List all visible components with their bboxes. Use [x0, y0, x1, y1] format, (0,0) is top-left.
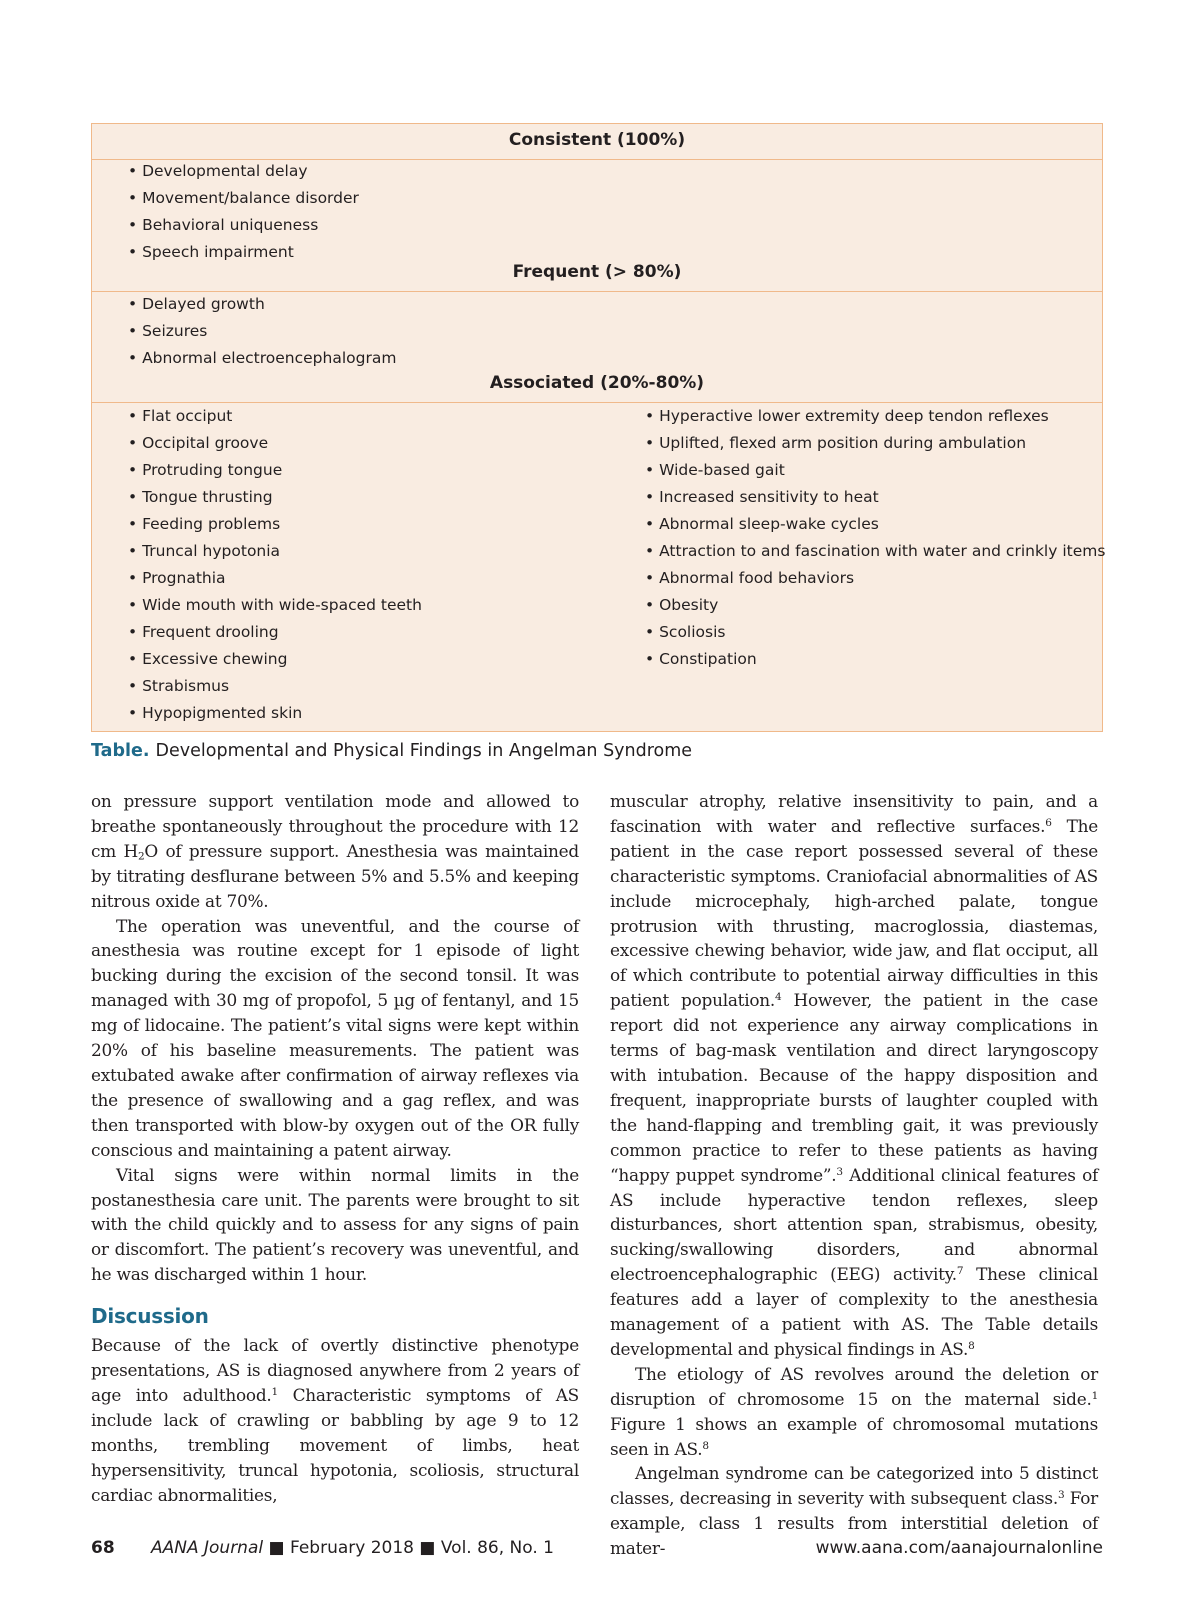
section-heading-associated: Associated (20%-80%) — [489, 373, 705, 393]
page-footer — [91, 1538, 1103, 1564]
table-item: • Protruding tongue — [128, 461, 283, 479]
paragraph: Because of the lack of overtly distinctive phenotype presentations, AS is diagnosed anywhere from 2 years of age into adulthood.$^1$ Characteristic symptoms of AS include lack of crawling or babbling by age 9 to 12 months, trembling movement of limbs, heat hypersensitivity, truncal hypotonia, scoliosis, structural cardiac abnormalities, — [91, 1335, 580, 1505]
paragraph: muscular atrophy, relative insensitivity to pain, and a fascination with water and reflective surfaces.$^6$ The patient in the case report possessed several of these characteristic symptoms. Craniofacial abnormalities of AS include microcephaly, high-arched palate, tongue protrusion with thrusting, macroglossia, diastemas, excessive chewing behavior, wide jaw, and flat occiput, all of which contribute to potential airway difficulties in this patient population.$^4$ However, the patient in the case report did not experience any airway complications in terms of bag-mask ventilation and direct laryngoscopy with intubation. Because of the happy disposition and frequent, inappropriate bursts of laughter coupled with the hand-flapping and trembling gait, it was previously common practice to refer to these patients as having “happy puppet syndrome”.$^3$ Additional clinical features of AS include hyperactive tendon reflexes, sleep disturbances, short attention span, strabismus, obesity, sucking/swallowing disorders, and abnormal electroencephalographic (EEG) activity.$^7$ These clinical features add a layer of complexity to the anesthesia management of a patient with AS. The Table details developmental and physical findings in AS.$^8$ — [610, 791, 1098, 1359]
associated-list-left — [128, 403, 422, 727]
table-item: • Delayed growth — [128, 295, 265, 313]
table-item: • Increased sensitivity to heat — [645, 488, 879, 506]
paragraph: on pressure support ventilation mode and allowed to breathe spontaneously throughout the procedure with 12 cm $H_2O$ of pressure support. Anesthesia was maintained by titrating desflurane between 5% and 5.5% and keeping nitrous oxide at 70%. — [91, 791, 579, 911]
table-item: • Truncal hypotonia — [128, 542, 281, 560]
page-number: 68 — [91, 1538, 115, 1558]
table-item: • Seizures — [128, 322, 208, 340]
paragraph: The operation was uneventful, and the course of anesthesia was routine except for 1 episode of light bucking during the excision of the second tonsil. It was managed with 30 mg of propofol, 5 µg of fentanyl, and 15 mg of lidocaine. The patient’s vital signs were kept within 20% of his baseline measurements. The patient was extubated awake after confirmation of airway reflexes via the presence of swallowing and a gag reflex, and was then transported with blow-by oxygen out of the OR fully conscious and maintaining a patent airway. — [91, 915, 579, 1160]
body-column-left — [91, 789, 579, 1507]
table-item: • Movement/balance disorder — [128, 189, 359, 207]
journal-url[interactable]: www.aana.com/aanajournalonline — [815, 1538, 1103, 1558]
table-caption — [91, 741, 692, 761]
issue-volume: Vol. 86, No. 1 — [440, 1538, 554, 1558]
table-item: • Frequent drooling — [128, 623, 279, 641]
journal-name: AANA Journal — [151, 1538, 264, 1558]
table-item: • Strabismus — [128, 677, 230, 695]
section-heading-consistent: Consistent (100%) — [508, 130, 686, 150]
issue-date: February 2018 — [289, 1538, 414, 1558]
body-column-right — [610, 789, 1098, 1561]
table-item: • Attraction to and fascination with water and crinkly items — [645, 542, 1106, 560]
table-item: • Excessive chewing — [128, 650, 288, 668]
consistent-list — [128, 158, 359, 266]
journal-info: AANA Journal ■ February 2018 ■ Vol. 86, No. 1 — [151, 1538, 554, 1558]
table-item: • Abnormal sleep-wake cycles — [645, 515, 879, 533]
table-item: • Wide mouth with wide-spaced teeth — [128, 596, 422, 614]
table-item: • Feeding problems — [128, 515, 281, 533]
table-item: • Behavioral uniqueness — [128, 216, 319, 234]
table-item: • Tongue thrusting — [128, 488, 273, 506]
table-item: • Hyperactive lower extremity deep tendon reflexes — [645, 407, 1049, 425]
table-item: • Developmental delay — [128, 162, 308, 180]
section-heading-discussion: Discussion — [91, 1304, 209, 1329]
table-item: • Obesity — [645, 596, 719, 614]
section-heading-frequent: Frequent (> 80%) — [512, 262, 682, 282]
associated-list-right — [645, 403, 1105, 673]
table-item: • Hypopigmented skin — [128, 704, 303, 722]
table-item: • Prognathia — [128, 569, 226, 587]
table-item: • Occipital groove — [128, 434, 269, 452]
table-item: • Constipation — [645, 650, 757, 668]
table-item: • Abnormal electroencephalogram — [128, 349, 397, 367]
paragraph: Angelman syndrome can be categorized into 5 distinct classes, decreasing in severity with subsequent class.$^3$ For example, class 1 results from interstitial deletion of mater- — [610, 1463, 1098, 1559]
table-item: • Scoliosis — [645, 623, 726, 641]
paragraph: The etiology of AS revolves around the deletion or disruption of chromosome 15 on the maternal side.$^1$ Figure 1 shows an example of chromosomal mutations seen in AS.$^8$ — [610, 1363, 1098, 1459]
table-item: • Wide-based gait — [645, 461, 785, 479]
frequent-list — [128, 291, 396, 372]
paragraph: Vital signs were within normal limits in the postanesthesia care unit. The parents were brought to sit with the child quickly and to assess for any signs of pain or discomfort. The patient’s recovery was uneventful, and he was discharged within 1 hour. — [91, 1164, 579, 1285]
table-item: • Speech impairment — [128, 243, 294, 261]
table-item: • Uplifted, flexed arm position during ambulation — [645, 434, 1027, 452]
table-caption-text: Developmental and Physical Findings in Angelman Syndrome — [155, 741, 693, 761]
table-item: • Abnormal food behaviors — [645, 569, 855, 587]
table-caption-label: Table. — [91, 741, 150, 761]
findings-table — [91, 123, 1106, 732]
table-item: • Flat occiput — [128, 407, 233, 425]
